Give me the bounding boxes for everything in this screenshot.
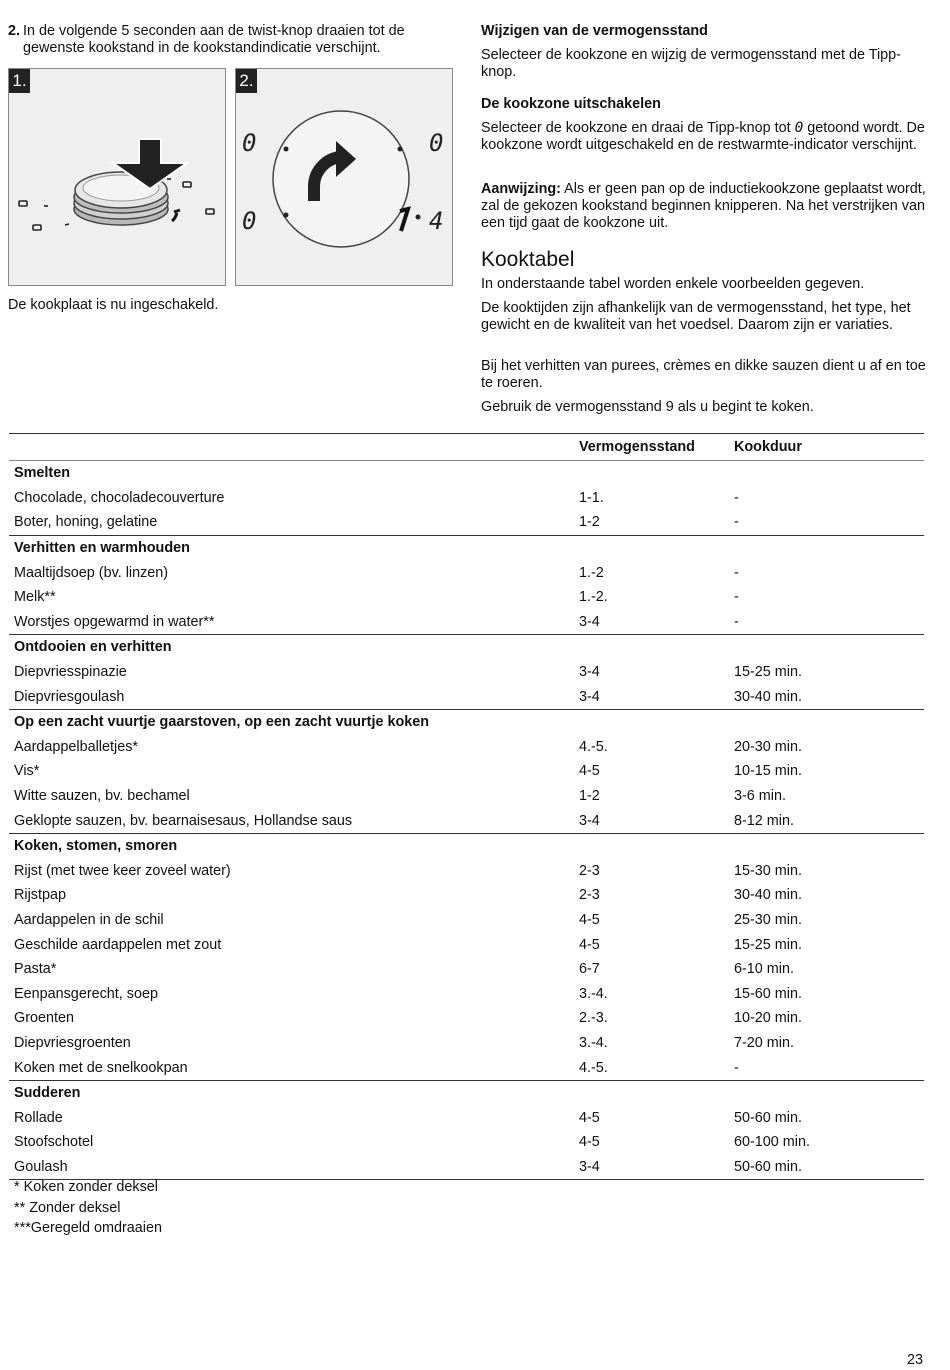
dish-cell: Diepvriesgoulash — [14, 688, 125, 705]
table-row — [9, 1055, 924, 1080]
heading-switch-off: De kookzone uitschakelen — [481, 96, 661, 112]
note-paragraph — [481, 181, 926, 232]
dish-cell: Koken met de snelkookpan — [14, 1059, 188, 1076]
power-level-cell: 4-5 — [579, 936, 600, 953]
cooking-time-cell: 25-30 min. — [734, 911, 802, 928]
header-duration: Kookduur — [729, 434, 924, 461]
category-title: Ontdooien en verhitten — [9, 635, 924, 660]
dish-cell: Rollade — [14, 1109, 63, 1126]
cooking-time-cell: 30-40 min. — [734, 887, 802, 904]
power-level-cell: 3-4 — [579, 613, 600, 630]
cooking-time-cell: - — [734, 514, 739, 531]
power-level-cell: 4.-5. — [579, 1059, 608, 1076]
note-label: Aanwijzing: — [481, 181, 561, 197]
table-body — [9, 461, 924, 1180]
table-category-row — [9, 461, 924, 486]
table-row — [9, 684, 924, 709]
cooking-time-cell: - — [734, 564, 739, 581]
category-title: Sudderen — [9, 1080, 924, 1105]
table-row — [9, 585, 924, 610]
cooking-time-cell: 7-20 min. — [734, 1034, 794, 1051]
note-text: Als er geen pan op de inductiekookzone geplaatst wordt, zal de gekozen kookstand beginnen knipperen. Na het verstrijken van een tijd gaat de kookzone uit. — [481, 181, 926, 231]
power-level-cell: 1.-2. — [579, 589, 608, 606]
table-row — [9, 735, 924, 760]
table-row — [9, 932, 924, 957]
cooking-time-cell: 50-60 min. — [729, 1155, 924, 1180]
table-row — [9, 957, 924, 982]
table-row — [9, 1155, 924, 1180]
table-row — [9, 784, 924, 809]
power-level-cell: 4-5 — [579, 1109, 600, 1126]
paragraph-variations: De kooktijden zijn afhankelijk van de vermogensstand, het type, het gewicht en de kwaliteit van het voedsel. Daarom zijn er variaties. — [481, 300, 911, 333]
power-level-cell: 1-2 — [579, 514, 600, 531]
power-level-cell: 3.-4. — [579, 985, 608, 1002]
power-level-cell: 4.-5. — [579, 738, 608, 755]
header-power: Vermogensstand — [574, 434, 729, 461]
footnote-3: ***Geregeld omdraaien — [14, 1220, 162, 1236]
cooking-time-cell: 10-15 min. — [734, 763, 802, 780]
power-level-cell: 2-3 — [579, 862, 600, 879]
cooking-time-cell: - — [734, 613, 739, 630]
table-header-row — [9, 434, 924, 461]
display-digit-top-right: 0 — [429, 129, 444, 157]
knob-turn-illustration — [236, 69, 452, 285]
figure-2-label: 2. — [236, 69, 257, 93]
footnotes — [14, 1177, 162, 1239]
power-level-cell: 3-4 — [579, 688, 600, 705]
dish-cell: Diepvriesgroenten — [14, 1034, 131, 1051]
switch-off-text-a: Selecteer de kookzone en draai de Tipp-knop tot — [481, 120, 791, 136]
power-level-cell: 3-4 — [574, 1155, 729, 1180]
dish-cell: Rijst (met twee keer zoveel water) — [14, 862, 231, 879]
power-level-cell: 2-3 — [579, 887, 600, 904]
page-number: 23 — [906, 1352, 923, 1368]
table-category-row — [9, 535, 924, 560]
cooking-time-cell: 10-20 min. — [734, 1010, 802, 1027]
footnote-1: * Koken zonder deksel — [14, 1179, 158, 1195]
paragraph-stirring: Bij het verhitten van purees, crèmes en dikke sauzen dient u af en toe te roeren. — [481, 358, 926, 391]
dish-cell: Stoofschotel — [14, 1134, 94, 1151]
power-level-cell: 3.-4. — [579, 1034, 608, 1051]
display-digit-bottom-left: 0 — [242, 207, 257, 235]
cooking-time-cell: - — [734, 589, 739, 606]
table-category-row — [9, 833, 924, 858]
dish-cell: Maaltijdsoep (bv. linzen) — [14, 564, 169, 581]
power-level-cell: 2.-3. — [579, 1010, 608, 1027]
table-row — [9, 759, 924, 784]
table-category-row — [9, 635, 924, 660]
power-level-cell: 3-4 — [579, 664, 600, 681]
power-level-cell: 1-2 — [579, 788, 600, 805]
table-row — [9, 486, 924, 511]
category-title: Verhitten en warmhouden — [9, 535, 924, 560]
cooking-time-cell: 15-30 min. — [734, 862, 802, 879]
table-row — [9, 1031, 924, 1056]
table-row — [9, 908, 924, 933]
cooking-time-cell: - — [734, 489, 739, 506]
power-level-cell: 4-5 — [579, 763, 600, 780]
table-row — [9, 560, 924, 585]
table-row — [9, 1006, 924, 1031]
cooking-time-cell: 15-60 min. — [734, 985, 802, 1002]
table-row — [9, 859, 924, 884]
cooking-time-cell: 15-25 min. — [734, 664, 802, 681]
paragraph-intro: In onderstaande tabel worden enkele voorbeelden gegeven. — [481, 276, 865, 292]
table-row — [9, 660, 924, 685]
table-row — [9, 981, 924, 1006]
cooking-time-cell: 60-100 min. — [734, 1134, 810, 1151]
category-title: Smelten — [14, 465, 70, 482]
dish-cell: Melk** — [14, 589, 56, 606]
paragraph-start: Gebruik de vermogensstand 9 als u begint te koken. — [481, 399, 814, 415]
paragraph-switch-off — [481, 120, 926, 154]
table-row — [9, 883, 924, 908]
cooking-time-cell: 30-40 min. — [734, 688, 802, 705]
power-level-cell: 1.-2 — [579, 564, 604, 581]
power-level-cell: 4-5 — [579, 1134, 600, 1151]
table-category-row — [9, 1080, 924, 1105]
switch-off-text-b: getoond wordt. De kookzone wordt uitgeschakeld en de restwarmte-indicator verschijnt. — [481, 120, 925, 153]
dish-cell: Witte sauzen, bv. bechamel — [14, 788, 190, 805]
heading-power-change: Wijzigen van de vermogensstand — [481, 23, 708, 39]
dish-cell: Vis* — [14, 763, 40, 780]
power-level-cell: 4-5 — [579, 911, 600, 928]
dish-cell: Aardappelballetjes* — [14, 738, 139, 755]
power-level-cell: 1-1. — [579, 489, 604, 506]
dish-cell: Worstjes opgewarmd in water** — [14, 613, 215, 630]
dish-cell: Eenpansgerecht, soep — [14, 985, 159, 1002]
cooking-time-cell: - — [734, 1059, 739, 1076]
step-text: In de volgende 5 seconden aan de twist-knop draaien tot de gewenste kookstand in de kookstandindicatie verschijnt. — [23, 23, 405, 56]
dish-cell: Goulash — [9, 1155, 574, 1180]
dish-cell: Geschilde aardappelen met zout — [14, 936, 222, 953]
table-row — [9, 1130, 924, 1155]
power-level-cell: 3-4 — [579, 812, 600, 829]
dish-cell: Pasta* — [14, 961, 57, 978]
category-title: Op een zacht vuurtje gaarstoven, op een zacht vuurtje koken — [9, 709, 924, 734]
cooking-time-cell: 15-25 min. — [734, 936, 802, 953]
caption: De kookplaat is nu ingeschakeld. — [8, 297, 219, 313]
display-digit-top-left: 0 — [242, 129, 257, 157]
cooking-time-cell: 8-12 min. — [734, 812, 794, 829]
dish-cell: Aardappelen in de schil — [14, 911, 164, 928]
dish-cell: Chocolade, chocoladecouverture — [14, 489, 225, 506]
zero-display-symbol: 0 — [794, 120, 804, 136]
table-row — [9, 610, 924, 635]
cooking-time-cell: 6-10 min. — [734, 961, 794, 978]
power-level-cell: 6-7 — [579, 961, 600, 978]
table-row — [9, 510, 924, 535]
cooking-table — [9, 433, 924, 1180]
knob-press-illustration — [9, 69, 225, 285]
paragraph-power-change: Selecteer de kookzone en wijzig de vermogensstand met de Tipp-knop. — [481, 47, 901, 80]
footnote-2: ** Zonder deksel — [14, 1199, 121, 1216]
dish-cell: Groenten — [14, 1010, 75, 1027]
figure-1-label: 1. — [9, 69, 30, 93]
dish-cell: Geklopte sauzen, bv. bearnaisesaus, Hollandse saus — [14, 812, 353, 829]
dish-cell: Rijstpap — [14, 887, 66, 904]
table-row — [9, 808, 924, 833]
category-title: Koken, stomen, smoren — [9, 833, 924, 858]
header-dish — [9, 434, 574, 461]
dish-cell: Boter, honing, gelatine — [14, 514, 158, 531]
cooking-time-cell: 3-6 min. — [734, 788, 786, 805]
section-title: Kooktabel — [481, 248, 575, 271]
cooking-time-cell: 50-60 min. — [734, 1109, 802, 1126]
figure-knob-turn — [235, 68, 453, 286]
table-category-row — [9, 709, 924, 734]
display-digit-bottom-right: 4 — [429, 207, 444, 235]
dish-cell: Diepvriesspinazie — [14, 664, 127, 681]
figure-knob-press — [8, 68, 226, 286]
table-row — [9, 1105, 924, 1130]
cooking-time-cell: 20-30 min. — [734, 738, 802, 755]
step-number: 2. — [8, 23, 21, 39]
